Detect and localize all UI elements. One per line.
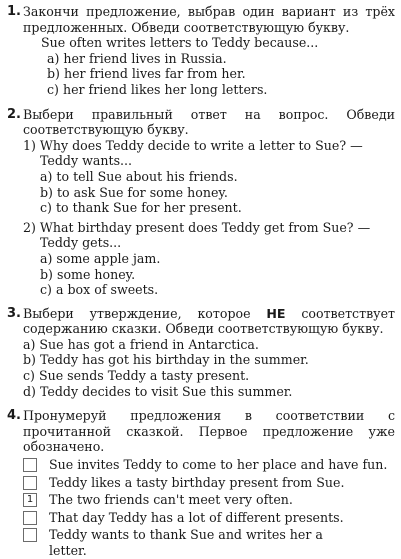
option-a[interactable]: a) Sue has got a friend in Antarctica. — [23, 336, 259, 352]
task-number: 2. — [7, 106, 21, 122]
option-c[interactable]: c) to thank Sue for her present. — [40, 200, 242, 216]
number-box[interactable] — [23, 458, 37, 472]
ordering-item-text: That day Teddy has a lot of different presents. — [49, 509, 344, 525]
task-instruction: Закончи предложение, выбрав один вариант из трёх предложенных. Обведи соответствующую букву. — [23, 4, 395, 35]
task-number: 1. — [7, 4, 21, 19]
number-box[interactable] — [23, 528, 37, 542]
number-box[interactable] — [23, 511, 37, 525]
ordering-item — [23, 457, 395, 473]
question-1 — [23, 138, 395, 216]
question-text: 2) What birthday present does Teddy get from Sue? — Teddy gets... — [23, 219, 371, 251]
ordering-item — [23, 492, 395, 508]
ordering-item — [23, 475, 395, 491]
question-2 — [23, 220, 395, 298]
task-number: 4. — [7, 408, 21, 424]
task-2 — [7, 107, 395, 298]
task-instruction: Пронумеруй предложения в соответствии с прочитанной сказкой. Первое предложение уже обозначено. — [23, 408, 395, 455]
option-b[interactable]: b) Teddy has got his birthday in the summer. — [23, 352, 309, 368]
task-number: 3. — [7, 305, 21, 321]
ordering-item-text: Sue invites Teddy to come to her place and have fun. — [49, 457, 388, 473]
instruction-start: Выбери утверждение, которое — [23, 305, 267, 321]
option-d[interactable]: d) Teddy decides to visit Sue this summer. — [23, 383, 293, 399]
option-a[interactable]: a) her friend lives in Russia. — [47, 50, 227, 66]
option-c[interactable]: c) her friend likes her long letters. — [47, 81, 268, 97]
ordering-item-text: The two friends can't meet very often. — [49, 492, 293, 508]
number-box[interactable] — [23, 476, 37, 490]
option-a[interactable]: a) some apple jam. — [40, 250, 161, 266]
option-c[interactable]: c) a box of sweets. — [40, 282, 159, 298]
task-4 — [7, 408, 395, 558]
number-box[interactable]: 1 — [23, 493, 37, 507]
task-3 — [7, 306, 395, 400]
option-b[interactable]: b) her friend lives far from her. — [47, 66, 246, 82]
question-text: 1) Why does Teddy decide to write a letter to Sue? — Teddy wants... — [23, 137, 363, 169]
sentence-stem: Sue often writes letters to Teddy because... — [41, 35, 319, 51]
ordering-item — [23, 510, 395, 526]
ordering-item-text: Teddy likes a tasty birthday present from Sue. — [49, 474, 345, 490]
task-1 — [7, 4, 395, 98]
option-b[interactable]: b) to ask Sue for some honey. — [40, 184, 228, 200]
option-b[interactable]: b) some honey. — [40, 266, 136, 282]
task-instruction — [23, 306, 395, 337]
ordering-item-text: Teddy wants to thank Sue and writes her a letter. — [49, 527, 323, 558]
option-c[interactable]: c) Sue sends Teddy a tasty present. — [23, 368, 250, 384]
instruction-end: соответствует содержанию сказки. Обведи соответствующую букву. — [23, 305, 395, 337]
task-instruction: Выбери правильный ответ на вопрос. Обведи соответствующую букву. — [23, 106, 395, 138]
instruction-emphasis: НЕ — [266, 305, 286, 321]
option-a[interactable]: a) to tell Sue about his friends. — [40, 168, 238, 184]
